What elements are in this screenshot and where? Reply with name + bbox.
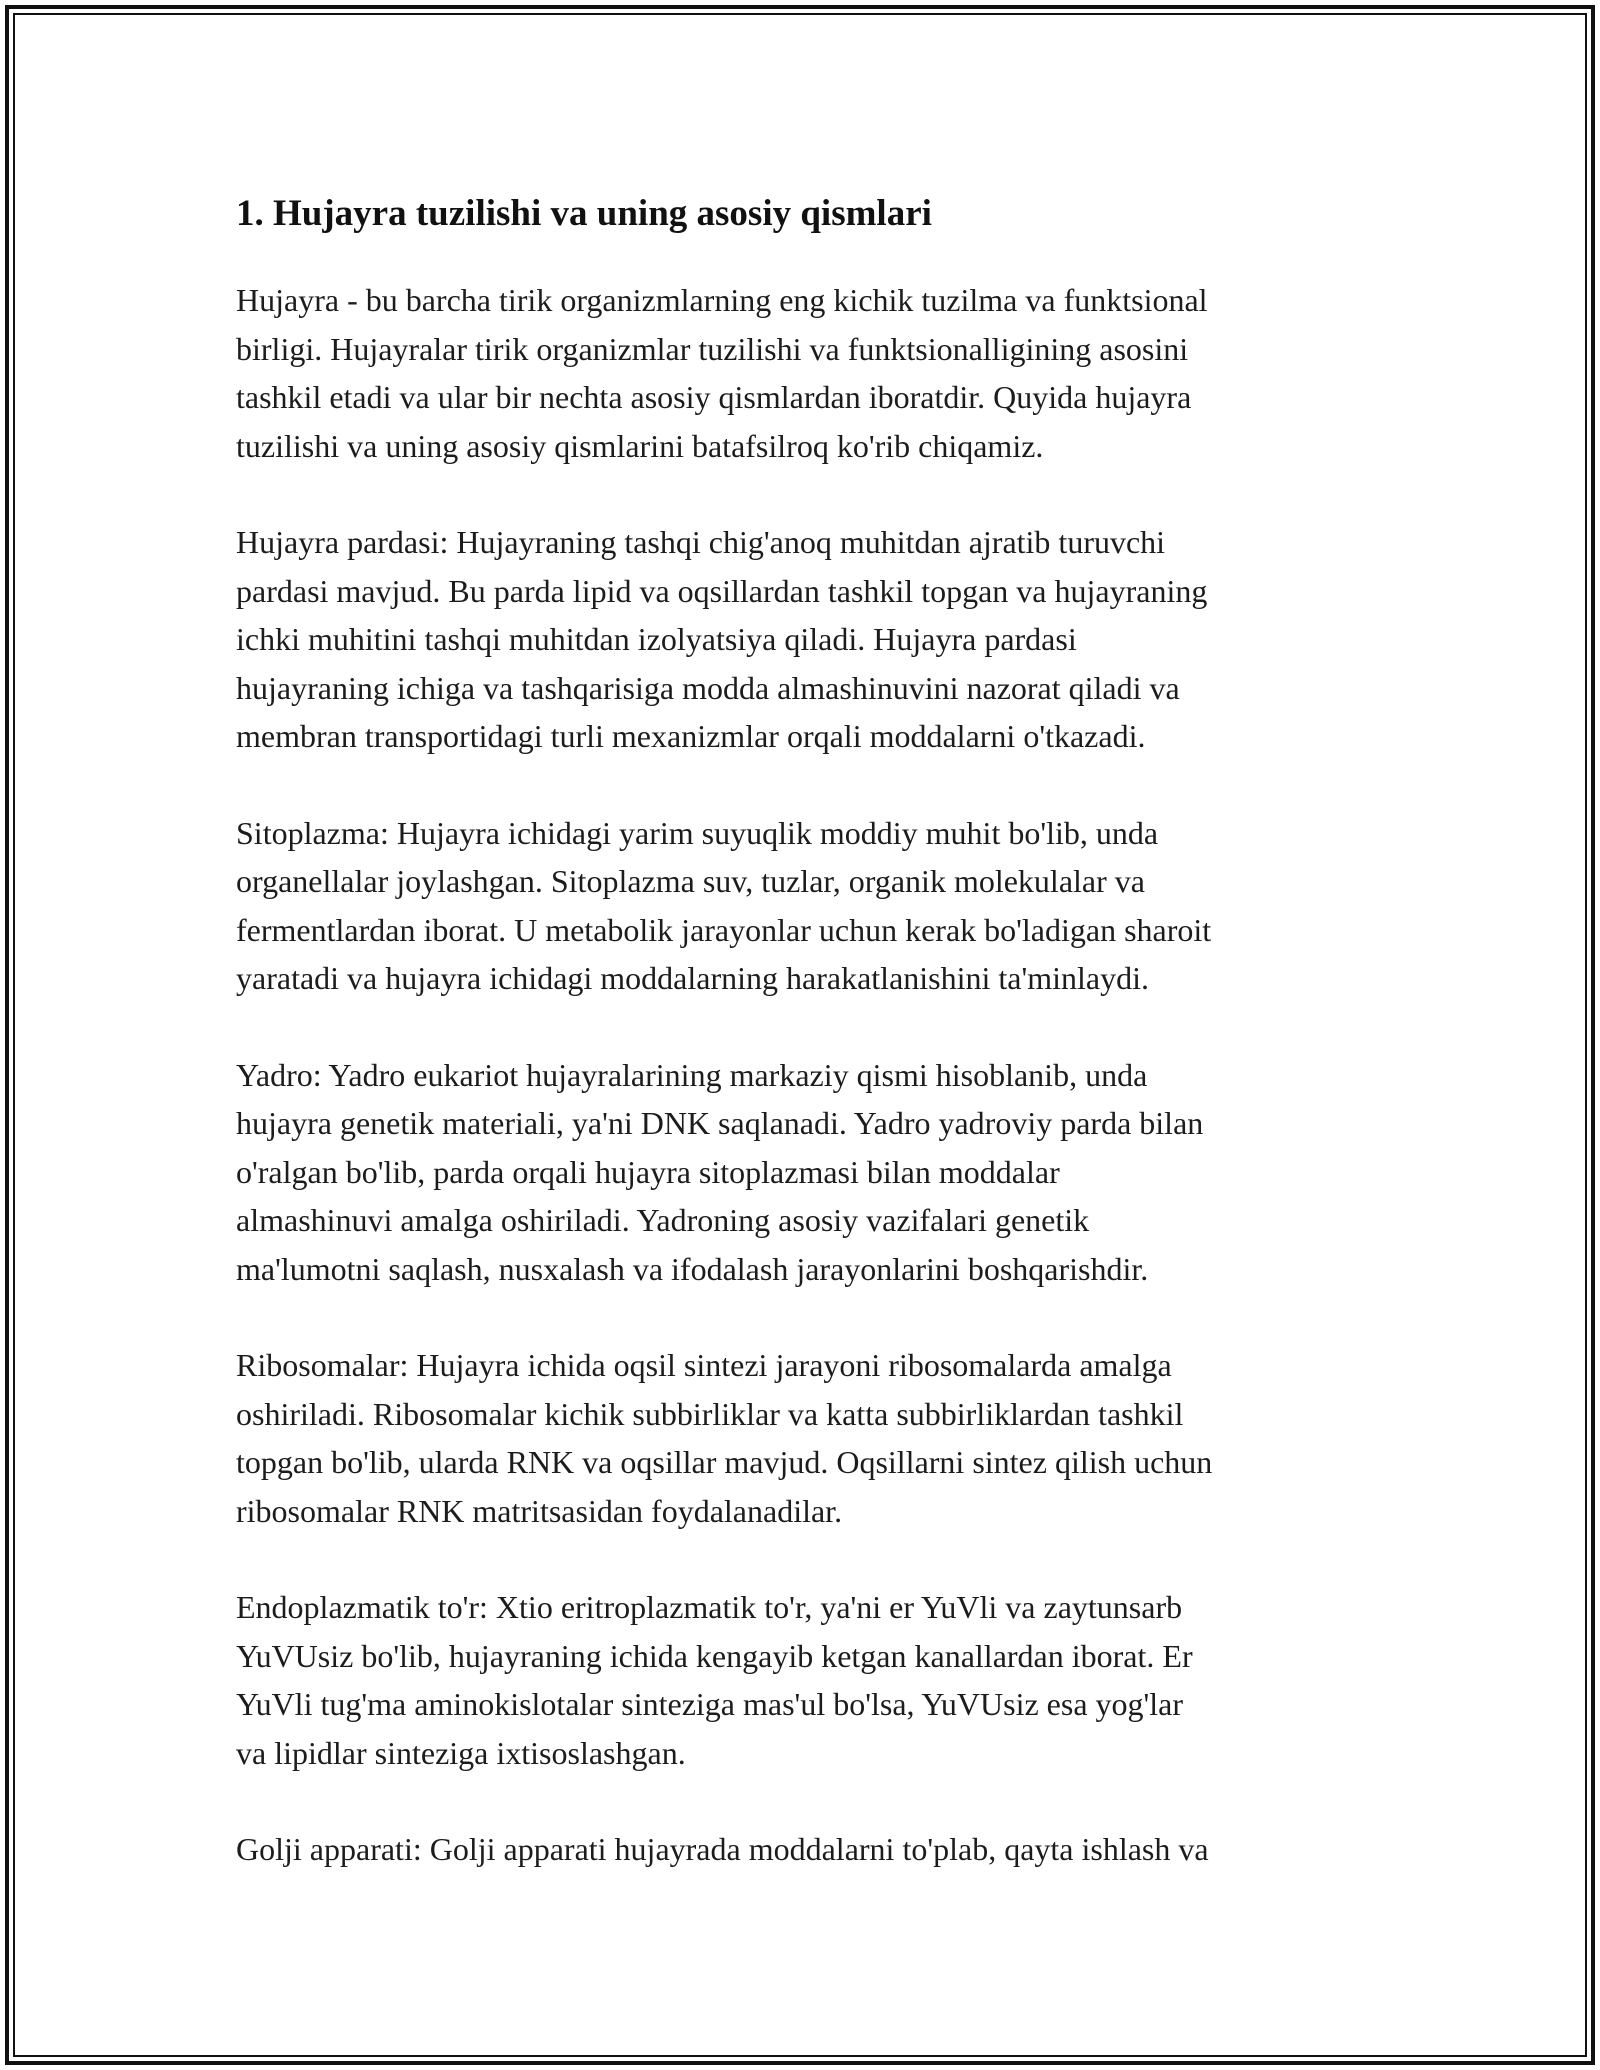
text-line: tashkil etadi va ular bir nechta asosiy qismlardan iboratdir. Quyida hujayra — [236, 379, 1192, 415]
text-line: hujayra genetik materiali, ya'ni DNK saqlanadi. Yadro yadroviy parda bilan — [236, 1105, 1204, 1141]
text-line: Ribosomalar: Hujayra ichida oqsil sintezi jarayoni ribosomalarda amalga — [236, 1347, 1172, 1383]
text-line: fermentlardan iborat. U metabolik jarayonlar uchun kerak bo'ladigan sharoit — [236, 911, 1212, 948]
paragraph-intro — [236, 276, 1366, 470]
paragraph-endoplasmic-reticulum — [236, 1583, 1366, 1777]
text-line: membran transportidagi turli mexanizmlar orqali moddalarni o'tkazadi. — [236, 718, 1146, 754]
text-line: va lipidlar sinteziga ixtisoslashgan. — [236, 1734, 686, 1771]
text-line: pardasi mavjud. Bu parda lipid va oqsillardan tashkil topgan va hujayraning — [236, 572, 1208, 609]
text-line: ma'lumotni saqlash, nusxalash va ifodalash jarayonlarini boshqarishdir. — [236, 1250, 1149, 1287]
text-line: ichki muhitini tashqi muhitdan izolyatsiya qiladi. Hujayra pardasi — [236, 621, 1077, 657]
text-line: tuzilishi va uning asosiy qismlarini batafsilroq ko'rib chiqamiz. — [236, 427, 1044, 464]
text-line: yaratadi va hujayra ichidagi moddalarning harakatlanishini ta'minlaydi. — [236, 960, 1150, 996]
text-line: ribosomalar RNK matritsasidan foydalanadilar. — [236, 1492, 843, 1529]
document-title: 1. Hujayra tuzilishi va uning asosiy qismlari — [236, 193, 932, 234]
paragraph-cytoplasm — [236, 809, 1366, 1003]
text-line: YuVli tug'ma aminokislotalar sinteziga mas'ul bo'lsa, YuVUsiz esa yog'lar — [236, 1686, 1184, 1722]
text-line: Hujayra pardasi: Hujayraning tashqi chig'anoq muhitdan ajratib turuvchi — [236, 524, 1166, 560]
text-line: hujayraning ichiga va tashqarisiga modda almashinuvini nazorat qiladi va — [236, 669, 1180, 706]
paragraph-ribosomes — [236, 1341, 1366, 1535]
text-line: o'ralgan bo'lib, parda orqali hujayra sitoplazmasi bilan moddalar — [236, 1153, 1060, 1190]
text-line: topgan bo'lib, ularda RNK va oqsillar mavjud. Oqsillarni sintez qilish uchun — [236, 1444, 1213, 1480]
text-line: Golji apparati: Golji apparati hujayrada moddalarni to'plab, qayta ishlash va — [236, 1831, 1209, 1867]
text-line: Yadro: Yadro eukariot hujayralarining markaziy qismi hisoblanib, unda — [236, 1056, 1148, 1093]
paragraph-golgi-apparatus — [236, 1825, 1366, 1874]
text-line: Endoplazmatik to'r: Xtio eritroplazmatik to'r, ya'ni er YuVli va zaytunsarb — [236, 1589, 1183, 1625]
text-line: almashinuvi amalga oshiriladi. Yadroning asosiy vazifalari genetik — [236, 1202, 1090, 1238]
paragraph-nucleus — [236, 1051, 1366, 1294]
document-page — [236, 186, 1366, 1922]
text-line: YuVUsiz bo'lib, hujayraning ichida kengayib ketgan kanallardan iborat. Er — [236, 1637, 1193, 1674]
text-line: organellalar joylashgan. Sitoplazma suv, tuzlar, organik molekulalar va — [236, 863, 1145, 899]
text-line: Sitoplazma: Hujayra ichidagi yarim suyuqlik moddiy muhit bo'lib, unda — [236, 814, 1159, 851]
paragraph-cell-membrane — [236, 518, 1366, 761]
text-line: oshiriladi. Ribosomalar kichik subbirliklar va katta subbirliklardan tashkil — [236, 1395, 1184, 1432]
text-line: Hujayra - bu barcha tirik organizmlarning eng kichik tuzilma va funktsional — [236, 282, 1208, 318]
text-line: birligi. Hujayralar tirik organizmlar tuzilishi va funktsionalligining asosini — [236, 330, 1189, 367]
